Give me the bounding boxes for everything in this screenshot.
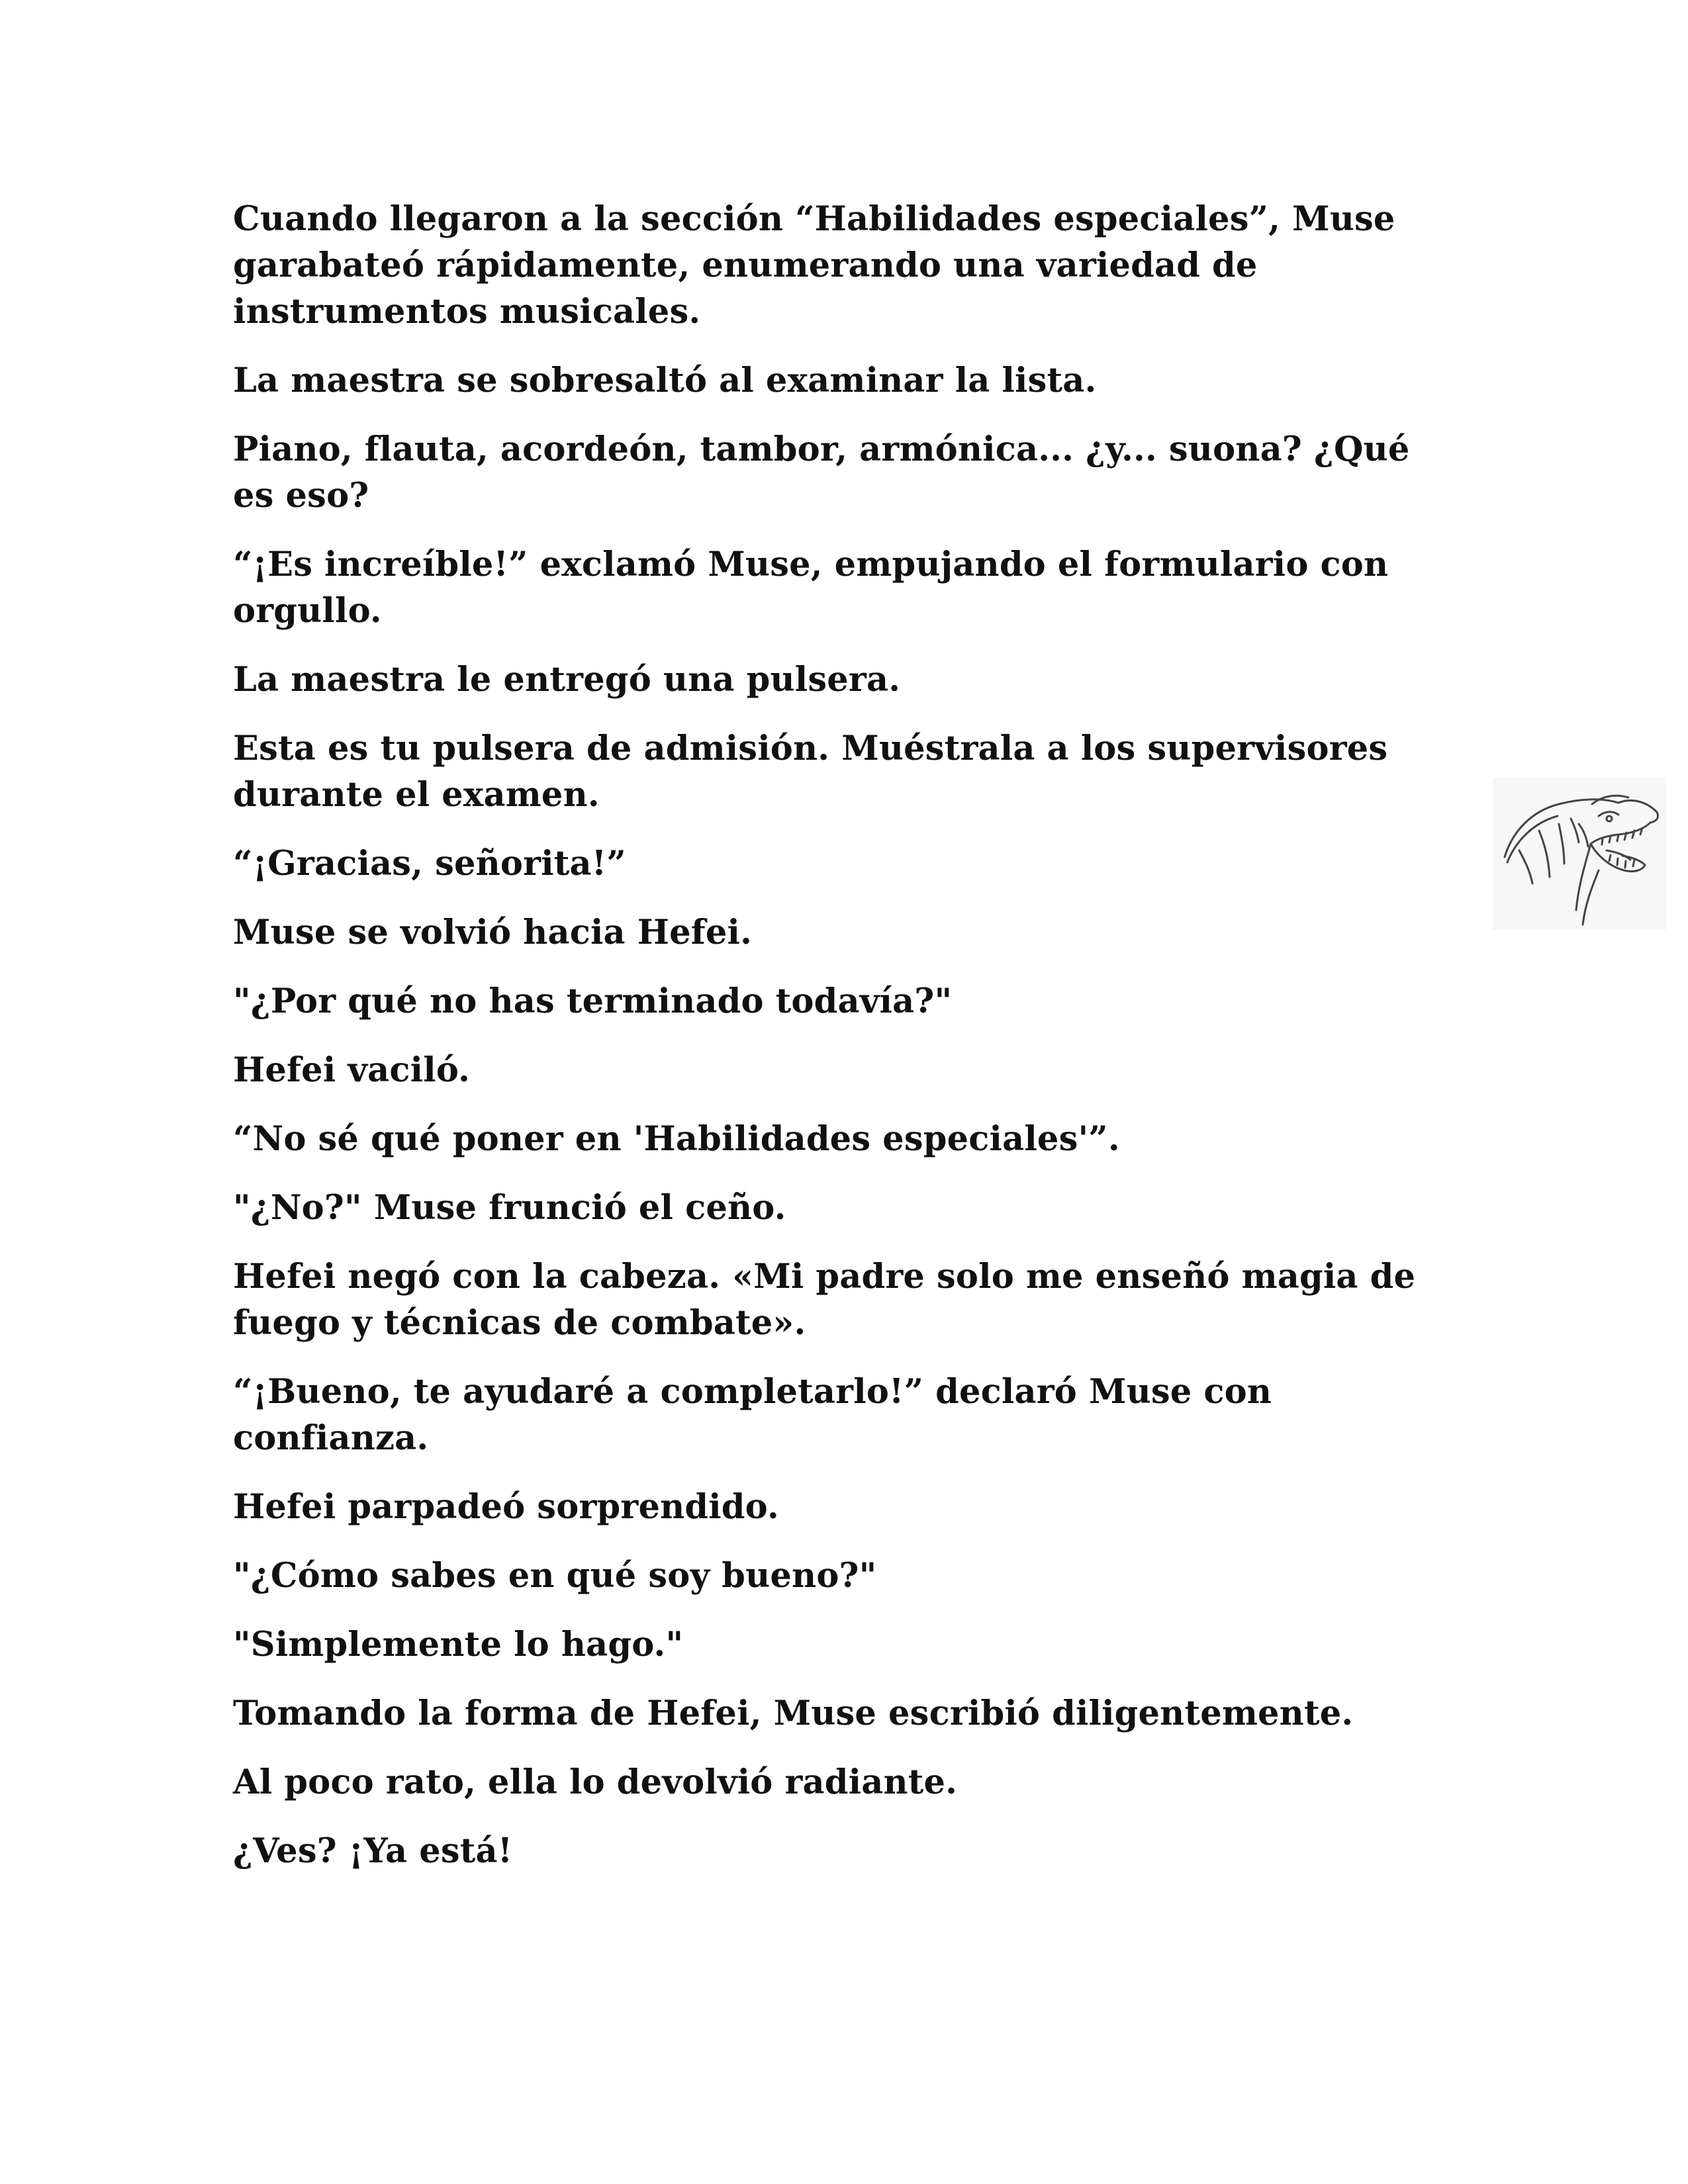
paragraph: “¡Gracias, señorita!” [233,844,626,884]
paragraph: "¿Por qué no has terminado todavía?" [233,981,953,1021]
dinosaur-sketch-icon [1493,778,1666,930]
paragraph: Esta es tu pulsera de admisión. Muéstrala a los supervisores durante el examen. [233,729,1388,815]
paragraph: Hefei parpadeó sorprendido. [233,1487,779,1527]
paragraph: Muse se volvió hacia Hefei. [233,913,753,952]
paragraph: Al poco rato, ella lo devolvió radiante. [233,1762,958,1802]
paragraph: Hefei vaciló. [233,1050,471,1090]
paragraph: ¿Ves? ¡Ya está! [233,1831,513,1871]
paragraph: “No sé qué poner en 'Habilidades especiales'”. [233,1119,1120,1159]
paragraph: La maestra le entregó una pulsera. [233,660,901,700]
story-text [233,196,1451,1897]
paragraph: Cuando llegaron a la sección “Habilidades especiales”, Muse garabateó rápidamente, enumerando una variedad de instrumentos musicales. [233,199,1395,332]
paragraph: “¡Bueno, te ayudaré a completarlo!” declaró Muse con confianza. [233,1372,1272,1458]
paragraph: "Simplemente lo hago." [233,1625,684,1664]
paragraph: Tomando la forma de Hefei, Muse escribió diligentemente. [233,1694,1354,1733]
paragraph: "¿Cómo sabes en qué soy bueno?" [233,1556,877,1596]
paragraph: La maestra se sobresaltó al examinar la lista. [233,361,1097,400]
paragraph: "¿No?" Muse frunció el ceño. [233,1188,786,1228]
paragraph: Piano, flauta, acordeón, tambor, armónica... ¿y... suona? ¿Qué es eso? [233,430,1410,516]
paragraph: “¡Es increíble!” exclamó Muse, empujando el formulario con orgullo. [233,545,1389,631]
paragraph: Hefei negó con la cabeza. «Mi padre solo me enseñó magia de fuego y técnicas de combate». [233,1257,1416,1343]
